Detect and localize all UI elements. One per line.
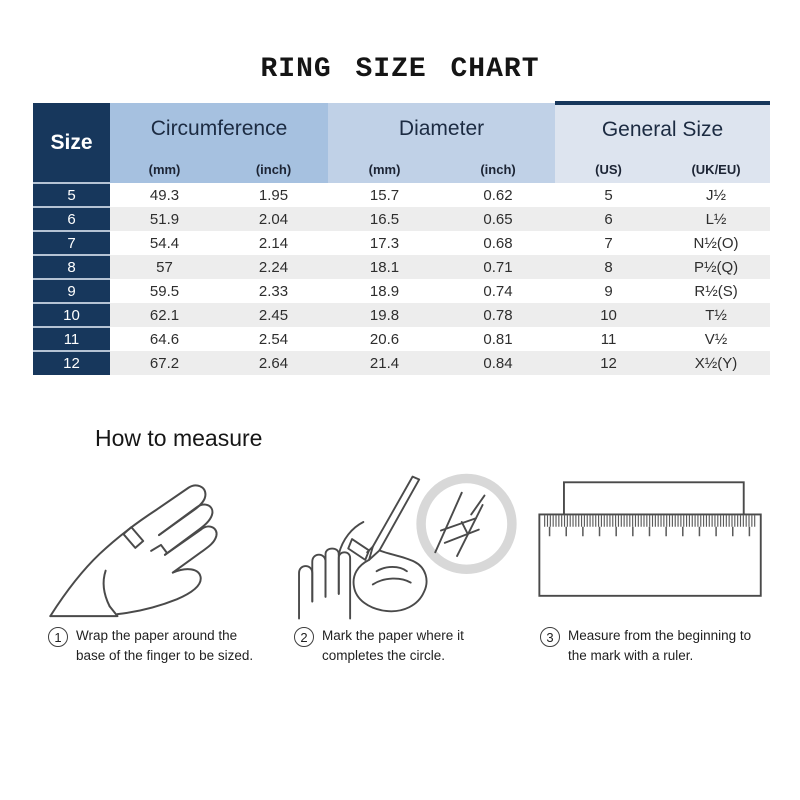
ruler-illustration [528, 456, 774, 624]
value-cell-uk_eu: N½(O) [662, 231, 770, 255]
value-cell-circumference_inch: 2.24 [219, 255, 328, 279]
size-cell: 5 [33, 183, 110, 207]
size-cell: 9 [33, 279, 110, 303]
measure-step-1 [36, 456, 282, 667]
circumference-mm-header: (mm) [110, 155, 219, 183]
size-cell: 8 [33, 255, 110, 279]
value-cell-circumference_mm: 67.2 [110, 351, 219, 375]
value-cell-diameter_mm: 16.5 [328, 207, 441, 231]
value-cell-diameter_mm: 21.4 [328, 351, 441, 375]
step-caption [282, 624, 528, 667]
value-cell-diameter_inch: 0.74 [441, 279, 555, 303]
table-row [33, 255, 770, 279]
value-cell-diameter_inch: 0.71 [441, 255, 555, 279]
step-text: Measure from the beginning to the mark with a ruler. [568, 628, 752, 664]
mark-paper-illustration [282, 456, 528, 624]
value-cell-diameter_mm: 17.3 [328, 231, 441, 255]
value-cell-us: 12 [555, 351, 662, 375]
table-row [33, 351, 770, 375]
measure-step-2 [282, 456, 528, 667]
value-cell-diameter_mm: 19.8 [328, 303, 441, 327]
table-row [33, 207, 770, 231]
measure-steps [36, 456, 774, 667]
value-cell-circumference_mm: 57 [110, 255, 219, 279]
value-cell-us: 9 [555, 279, 662, 303]
size-column-header: Size [33, 103, 110, 183]
value-cell-circumference_mm: 59.5 [110, 279, 219, 303]
value-cell-circumference_inch: 2.54 [219, 327, 328, 351]
circumference-header: Circumference [110, 103, 328, 155]
value-cell-uk_eu: J½ [662, 183, 770, 207]
value-cell-diameter_inch: 0.81 [441, 327, 555, 351]
value-cell-us: 10 [555, 303, 662, 327]
unit-header-row [33, 155, 770, 183]
value-cell-us: 8 [555, 255, 662, 279]
size-cell: 7 [33, 231, 110, 255]
table-row [33, 183, 770, 207]
step-number-badge: 1 [48, 627, 68, 647]
value-cell-us: 11 [555, 327, 662, 351]
step-text: Wrap the paper around the base of the finger to be sized. [76, 628, 254, 664]
diameter-inch-header: (inch) [441, 155, 555, 183]
value-cell-diameter_mm: 18.9 [328, 279, 441, 303]
value-cell-uk_eu: L½ [662, 207, 770, 231]
value-cell-diameter_mm: 20.6 [328, 327, 441, 351]
value-cell-circumference_mm: 51.9 [110, 207, 219, 231]
value-cell-diameter_mm: 15.7 [328, 183, 441, 207]
value-cell-circumference_inch: 2.04 [219, 207, 328, 231]
size-cell: 11 [33, 327, 110, 351]
how-to-measure-section [0, 425, 800, 667]
size-cell: 12 [33, 351, 110, 375]
diameter-mm-header: (mm) [328, 155, 441, 183]
value-cell-circumference_inch: 2.14 [219, 231, 328, 255]
value-cell-circumference_inch: 2.45 [219, 303, 328, 327]
value-cell-uk_eu: P½(Q) [662, 255, 770, 279]
diameter-header: Diameter [328, 103, 555, 155]
value-cell-diameter_inch: 0.65 [441, 207, 555, 231]
step-number-badge: 2 [294, 627, 314, 647]
circumference-inch-header: (inch) [219, 155, 328, 183]
table-row [33, 303, 770, 327]
value-cell-circumference_inch: 2.64 [219, 351, 328, 375]
page-title: RING SIZE CHART [260, 54, 540, 85]
ring-size-table [33, 101, 770, 375]
value-cell-circumference_inch: 1.95 [219, 183, 328, 207]
value-cell-uk_eu: T½ [662, 303, 770, 327]
value-cell-circumference_mm: 64.6 [110, 327, 219, 351]
table-row [33, 231, 770, 255]
value-cell-us: 6 [555, 207, 662, 231]
us-size-header: (US) [555, 155, 662, 183]
step-text: Mark the paper where it completes the circle. [322, 628, 464, 664]
table-row [33, 327, 770, 351]
value-cell-circumference_inch: 2.33 [219, 279, 328, 303]
value-cell-circumference_mm: 54.4 [110, 231, 219, 255]
value-cell-diameter_mm: 18.1 [328, 255, 441, 279]
size-cell: 6 [33, 207, 110, 231]
value-cell-diameter_inch: 0.78 [441, 303, 555, 327]
value-cell-us: 7 [555, 231, 662, 255]
hand-wrap-illustration [36, 456, 282, 624]
table-row [33, 279, 770, 303]
value-cell-diameter_inch: 0.68 [441, 231, 555, 255]
value-cell-circumference_mm: 62.1 [110, 303, 219, 327]
how-to-measure-heading: How to measure [95, 425, 263, 451]
value-cell-circumference_mm: 49.3 [110, 183, 219, 207]
value-cell-uk_eu: X½(Y) [662, 351, 770, 375]
general-size-header: General Size [555, 103, 770, 155]
measure-step-3 [528, 456, 774, 667]
value-cell-uk_eu: V½ [662, 327, 770, 351]
step-caption [528, 624, 774, 667]
uk-eu-size-header: (UK/EU) [662, 155, 770, 183]
value-cell-diameter_inch: 0.62 [441, 183, 555, 207]
group-header-row [33, 103, 770, 155]
value-cell-uk_eu: R½(S) [662, 279, 770, 303]
size-cell: 10 [33, 303, 110, 327]
value-cell-diameter_inch: 0.84 [441, 351, 555, 375]
step-number-badge: 3 [540, 627, 560, 647]
value-cell-us: 5 [555, 183, 662, 207]
step-caption [36, 624, 282, 667]
